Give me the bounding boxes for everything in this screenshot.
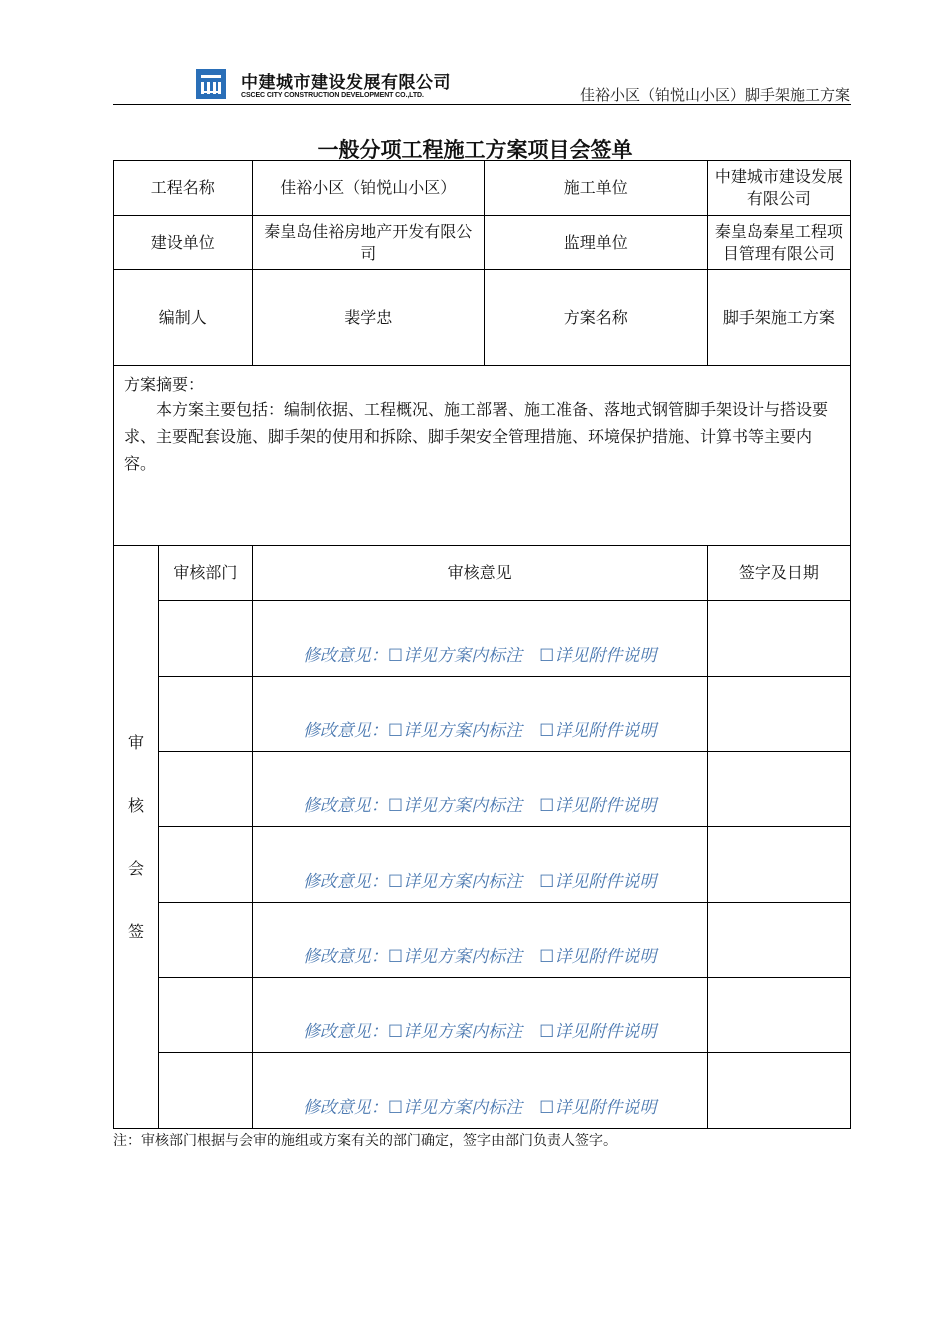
- summary-label: 方案摘要：: [124, 375, 205, 394]
- review-header-row: [114, 546, 851, 601]
- review-sign-cell[interactable]: [707, 827, 850, 903]
- project-name-value: 佳裕小区（铂悦山小区）: [252, 161, 484, 216]
- author-value: 裴学忠: [252, 270, 484, 366]
- review-sign-cell[interactable]: [707, 978, 850, 1053]
- review-opinion-cell[interactable]: [252, 978, 707, 1053]
- review-row: [114, 752, 851, 827]
- review-row: [114, 677, 851, 752]
- review-char: 审: [128, 733, 145, 752]
- opinion-text: 修改意见：☐详见方案内标注 ☐详见附件说明: [302, 871, 657, 892]
- review-char: 核: [128, 796, 145, 815]
- header-divider: [113, 104, 851, 105]
- review-opinion-cell[interactable]: [252, 903, 707, 978]
- contractor-value: 中建城市建设发展有限公司: [707, 161, 850, 216]
- summary-text: 本方案主要包括：编制依据、工程概况、施工部署、施工准备、落地式钢管脚手架设计与搭设要求、主要配套设施、脚手架的使用和拆除、脚手架安全管理措施、环境保护措施、计算书等主要内容。: [124, 400, 829, 473]
- col-header-opinion: 审核意见: [252, 546, 707, 601]
- info-row-author: [114, 270, 851, 366]
- plan-name-label: 方案名称: [484, 270, 707, 366]
- supervisor-label: 监理单位: [484, 216, 707, 270]
- project-name-label: 工程名称: [114, 161, 253, 216]
- col-header-sign: 签字及日期: [707, 546, 850, 601]
- review-opinion-cell[interactable]: [252, 827, 707, 903]
- owner-label: 建设单位: [114, 216, 253, 270]
- footnote: 注：审核部门根据与会审的施组或方案有关的部门确定，签字由部门负责人签字。: [113, 1133, 617, 1149]
- review-sign-cell[interactable]: [707, 752, 850, 827]
- summary-cell: [114, 366, 851, 546]
- review-dept-cell[interactable]: [159, 827, 253, 903]
- review-sign-cell[interactable]: [707, 1053, 850, 1129]
- opinion-text: 修改意见：☐详见方案内标注 ☐详见附件说明: [302, 796, 657, 816]
- review-dept-cell[interactable]: [159, 903, 253, 978]
- company-name-cn: 中建城市建设发展有限公司: [241, 73, 451, 93]
- review-row: [114, 903, 851, 978]
- contractor-label: 施工单位: [484, 161, 707, 216]
- document-title: 佳裕小区（铂悦山小区）脚手架施工方案: [579, 86, 850, 104]
- opinion-text: 修改意见：☐详见方案内标注 ☐详见附件说明: [302, 947, 657, 967]
- review-dept-cell[interactable]: [159, 752, 253, 827]
- supervisor-value: 秦皇岛秦星工程项目管理有限公司: [707, 216, 850, 270]
- opinion-text: 修改意见：☐详见方案内标注 ☐详见附件说明: [302, 1097, 657, 1118]
- company-name-en: CSCEC CITY CONSTRUCTION DEVELOPMENT CO.,LTD.: [241, 92, 424, 99]
- review-row: [114, 1053, 851, 1129]
- plan-name-value: 脚手架施工方案: [707, 270, 850, 366]
- review-sign-cell[interactable]: [707, 903, 850, 978]
- review-row: [114, 978, 851, 1053]
- col-header-dept: 审核部门: [159, 546, 253, 601]
- review-opinion-cell[interactable]: [252, 752, 707, 827]
- review-char: 会: [128, 859, 145, 878]
- review-row: [114, 827, 851, 903]
- info-row-project: [114, 161, 851, 216]
- review-dept-cell[interactable]: [159, 978, 253, 1053]
- review-char: 签: [128, 922, 145, 941]
- review-sign-cell[interactable]: [707, 601, 850, 677]
- review-sign-cell[interactable]: [707, 677, 850, 752]
- review-dept-cell[interactable]: [159, 677, 253, 752]
- opinion-text: 修改意见：☐详见方案内标注 ☐详见附件说明: [302, 645, 657, 666]
- owner-value: 秦皇岛佳裕房地产开发有限公司: [252, 216, 484, 270]
- review-dept-cell[interactable]: [159, 601, 253, 677]
- review-row: [114, 601, 851, 677]
- review-opinion-cell[interactable]: [252, 1053, 707, 1129]
- info-row-owner: [114, 216, 851, 270]
- review-dept-cell[interactable]: [159, 1053, 253, 1129]
- author-label: 编制人: [114, 270, 253, 366]
- review-section-label: [114, 546, 159, 1129]
- opinion-text: 修改意见：☐详见方案内标注 ☐详见附件说明: [302, 1022, 657, 1042]
- summary-row: [114, 366, 851, 546]
- review-opinion-cell[interactable]: [252, 601, 707, 677]
- company-logo: [196, 69, 226, 99]
- review-opinion-cell[interactable]: [252, 677, 707, 752]
- form-title: 一般分项工程施工方案项目会签单: [317, 138, 633, 162]
- signoff-table: [113, 160, 851, 1129]
- opinion-text: 修改意见：☐详见方案内标注 ☐详见附件说明: [302, 721, 657, 741]
